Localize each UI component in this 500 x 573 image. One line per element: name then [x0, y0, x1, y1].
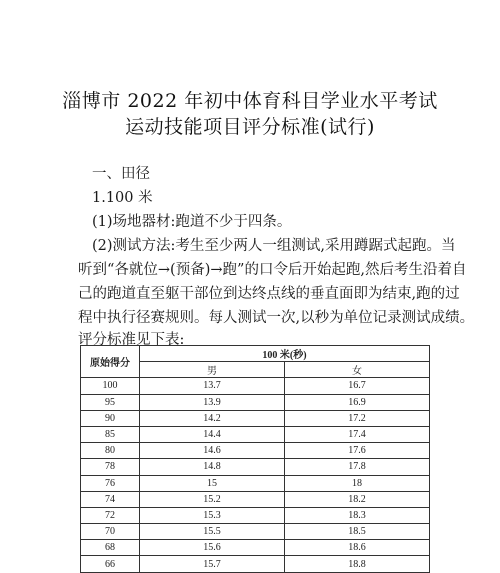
cell-male: 15.6	[140, 540, 285, 556]
cell-female: 18.8	[285, 556, 430, 572]
cell-score: 90	[81, 410, 140, 426]
cell-score: 70	[81, 524, 140, 540]
cell-female: 18	[285, 475, 430, 491]
header-male: 男	[140, 362, 285, 378]
table-row	[81, 556, 430, 572]
section-heading: 一、田径	[92, 166, 150, 182]
table-row	[81, 475, 430, 491]
table-row	[81, 394, 430, 410]
header-event: 100 米(秒)	[140, 346, 430, 362]
cell-female: 18.2	[285, 491, 430, 507]
header-female: 女	[285, 362, 430, 378]
table-row	[81, 426, 430, 442]
cell-female: 17.2	[285, 410, 430, 426]
cell-female: 17.4	[285, 426, 430, 442]
table-row	[81, 378, 430, 394]
cell-female: 17.6	[285, 443, 430, 459]
cell-male: 14.4	[140, 426, 285, 442]
cell-male: 14.8	[140, 459, 285, 475]
cell-score: 66	[81, 556, 140, 572]
cell-male: 15.7	[140, 556, 285, 572]
cell-male: 14.2	[140, 410, 285, 426]
cell-male: 15	[140, 475, 285, 491]
table-row	[81, 524, 430, 540]
cell-score: 72	[81, 507, 140, 523]
cell-male: 15.5	[140, 524, 285, 540]
cell-female: 16.7	[285, 378, 430, 394]
cell-male: 15.3	[140, 507, 285, 523]
table-row	[81, 443, 430, 459]
cell-female: 17.8	[285, 459, 430, 475]
scoring-table	[80, 345, 430, 573]
cell-score: 85	[81, 426, 140, 442]
paragraph-method-line2: 听到“各就位→(预备)→跑”的口令后开始起跑,然后考生沿着自	[78, 262, 467, 278]
document-title-line1: 淄博市 2022 年初中体育科目学业水平考试	[62, 90, 438, 112]
table-row	[81, 410, 430, 426]
cell-score: 100	[81, 378, 140, 394]
cell-female: 18.6	[285, 540, 430, 556]
cell-male: 14.6	[140, 443, 285, 459]
table-row	[81, 507, 430, 523]
table-row	[81, 459, 430, 475]
cell-female: 18.5	[285, 524, 430, 540]
cell-score: 68	[81, 540, 140, 556]
paragraph-method-line3: 己的跑道直至躯干部位到达终点线的垂直面即为结束,跑的过	[78, 286, 460, 302]
paragraph-method-line1: (2)测试方法:考生至少两人一组测试,采用蹲踞式起跑。当	[92, 238, 456, 254]
cell-score: 74	[81, 491, 140, 507]
paragraph-equipment: (1)场地器材:跑道不少于四条。	[92, 214, 292, 230]
cell-male: 13.7	[140, 378, 285, 394]
cell-score: 80	[81, 443, 140, 459]
item-heading: 1.100 米	[92, 190, 153, 206]
cell-male: 13.9	[140, 394, 285, 410]
table-row	[81, 491, 430, 507]
table-row	[81, 540, 430, 556]
cell-female: 18.3	[285, 507, 430, 523]
cell-score: 76	[81, 475, 140, 491]
cell-score: 95	[81, 394, 140, 410]
document-title-line2: 运动技能项目评分标准(试行)	[125, 116, 375, 138]
table-intro: 评分标准见下表:	[78, 332, 185, 348]
cell-score: 78	[81, 459, 140, 475]
header-score: 原始得分	[81, 346, 140, 378]
paragraph-method-line4: 程中执行径赛规则。每人测试一次,以秒为单位记录测试成绩。	[78, 310, 475, 326]
cell-female: 16.9	[285, 394, 430, 410]
cell-male: 15.2	[140, 491, 285, 507]
